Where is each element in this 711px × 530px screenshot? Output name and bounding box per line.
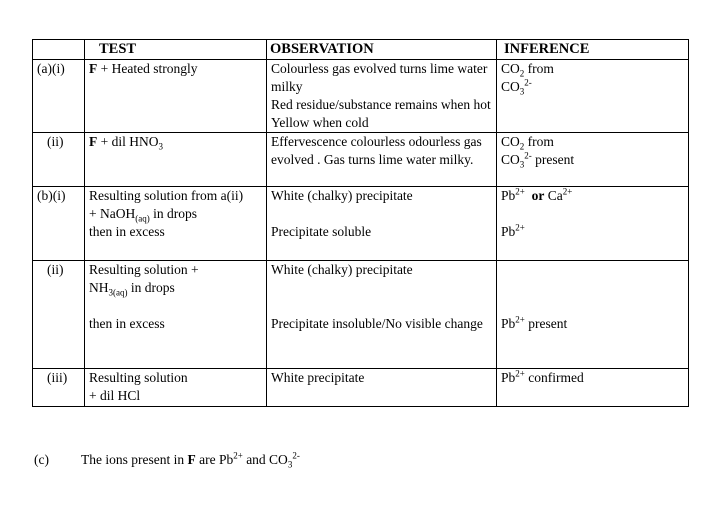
header-label: [33, 40, 85, 60]
conclusion-line: [34, 452, 300, 468]
inference-cell: $Pb^{2+}$ present: [497, 261, 689, 369]
header-inference: INFERENCE: [497, 40, 689, 60]
header-row: [33, 40, 689, 60]
table-row: [33, 60, 689, 133]
table-row: [33, 187, 689, 261]
row-label: (iii): [33, 369, 85, 407]
test-cell: F + Heated strongly: [85, 60, 267, 133]
row-label: (a)(i): [33, 60, 85, 133]
observation-cell: Colourless gas evolved turns lime water milky Red residue/substance remains when hot Yellow when cold: [267, 60, 497, 133]
test-cell: F + dil $HNO_3$: [85, 133, 267, 187]
header-observation: OBSERVATION: [267, 40, 497, 60]
results-table: [32, 39, 689, 407]
row-label: (ii): [33, 133, 85, 187]
table-row: [33, 369, 689, 407]
test-cell: Resulting solution from a(ii) + NaOH$_{(aq)}$ in drops then in excess: [85, 187, 267, 261]
table-row: [33, 261, 689, 369]
test-cell: Resulting solution + dil HCl: [85, 369, 267, 407]
inference-cell: $Pb^{2+}$ or $Ca^{2+}$ $Pb^{2+}$: [497, 187, 689, 261]
co-charge: 2-: [292, 450, 300, 461]
observation-cell: Effervescence colourless odourless gas evolved . Gas turns lime water milky.: [267, 133, 497, 187]
co-subscript: 3: [287, 459, 293, 470]
conclusion-label: (c): [34, 452, 49, 467]
header-test: TEST: [85, 40, 267, 60]
conclusion-text-mid: are Pb: [195, 452, 234, 467]
conclusion-text-and: and CO: [242, 452, 288, 467]
ion-f: F: [187, 452, 196, 467]
observation-cell: White (chalky) precipitate Precipitate soluble: [267, 187, 497, 261]
row-label: (ii): [33, 261, 85, 369]
test-cell: Resulting solution + $NH_{3(aq)}$ in drops then in excess: [85, 261, 267, 369]
observation-cell: White precipitate: [267, 369, 497, 407]
row-label: (b)(i): [33, 187, 85, 261]
pb-charge: 2+: [233, 450, 243, 461]
inference-cell: $CO_2$ from $CO_3^{2-}$: [497, 60, 689, 133]
observation-cell: White (chalky) precipitate Precipitate insoluble/No visible change: [267, 261, 497, 369]
conclusion-text: The ions present in: [81, 452, 188, 467]
inference-cell: $CO_2$ from $CO_3^{2-}$ present: [497, 133, 689, 187]
table-row: [33, 133, 689, 187]
inference-cell: $Pb^{2+}$ confirmed: [497, 369, 689, 407]
